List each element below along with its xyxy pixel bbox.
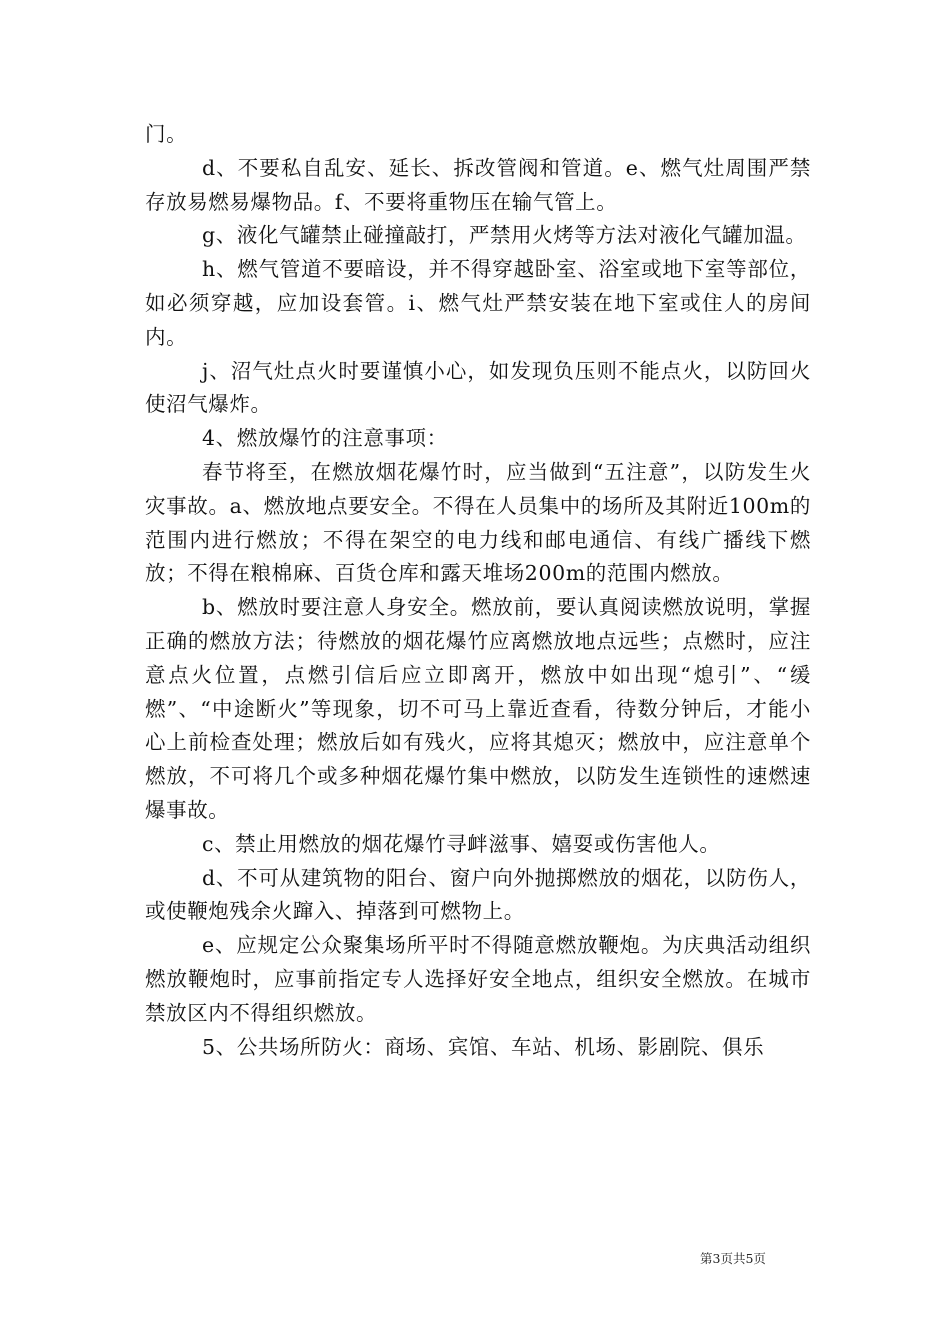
paragraph-item-h: h、燃气管道不要暗设，并不得穿越卧室、浴室或地下室等部位，如必须穿越，应加设套管。i、燃气灶严禁安装在地下室或住人的房间内。: [145, 257, 811, 349]
paragraph-continuation: 门。: [145, 122, 188, 146]
paragraph-fireworks-c: c、禁止用燃放的烟花爆竹寻衅滋事、嬉耍或伤害他人。: [202, 831, 721, 856]
section-heading-public-places: 5、公共场所防火：商场、宾馆、车站、机场、影剧院、俱乐: [202, 1034, 765, 1059]
paragraph-item-g: g、液化气罐禁止碰撞敲打，严禁用火烤等方法对液化气罐加温。: [202, 223, 807, 248]
paragraph-fireworks-e: e、应规定公众聚集场所平时不得随意燃放鞭炮。为庆典活动组织燃放鞭炮时，应事前指定专人选择好安全地点，组织安全燃放。在城市禁放区内不得组织燃放。: [145, 933, 811, 1025]
page-number-footer: 第3页共5页: [700, 1251, 766, 1266]
paragraph-item-j: j、沼气灶点火时要谨慎小心，如发现负压则不能点火，以防回火使沼气爆炸。: [145, 358, 811, 417]
paragraph-fireworks-b: b、燃放时要注意人身安全。燃放前，要认真阅读燃放说明，掌握正确的燃放方法；待燃放的烟花爆竹应离燃放地点远些；点燃时，应注意点火位置，点燃引信后应立即离开，燃放中如出现“熄引”、“缓燃”、“中途断火”等现象，切不可马上靠近查看，待数分钟后，才能小心上前检查处理；燃放后如有残火，应将其熄灭；燃放中，应注意单个燃放，不可将几个或多种烟花爆竹集中燃放，以防发生连锁性的速燃速爆事故。: [145, 595, 811, 822]
section-heading-fireworks: 4、燃放爆竹的注意事项：: [202, 426, 448, 451]
paragraph-fireworks-d: d、不可从建筑物的阳台、窗户向外抛掷燃放的烟花，以防伤人，或使鞭炮残余火蹿入、掉落到可燃物上。: [145, 865, 811, 924]
paragraph-fireworks-intro: 春节将至，在燃放烟花爆竹时，应当做到“五注意”，以防发生火灾事故。a、燃放地点要安全。不得在人员集中的场所及其附近100m的范围内进行燃放；不得在架空的电力线和邮电通信、有线广播线下燃放；不得在粮棉麻、百货仓库和露天堆场200m的范围内燃放。: [145, 459, 811, 586]
paragraph-item-d: d、不要私自乱安、延长、拆改管阀和管道。e、燃气灶周围严禁存放易燃易爆物品。f、不要将重物压在输气管上。: [145, 155, 811, 214]
document-body: [145, 118, 811, 1064]
